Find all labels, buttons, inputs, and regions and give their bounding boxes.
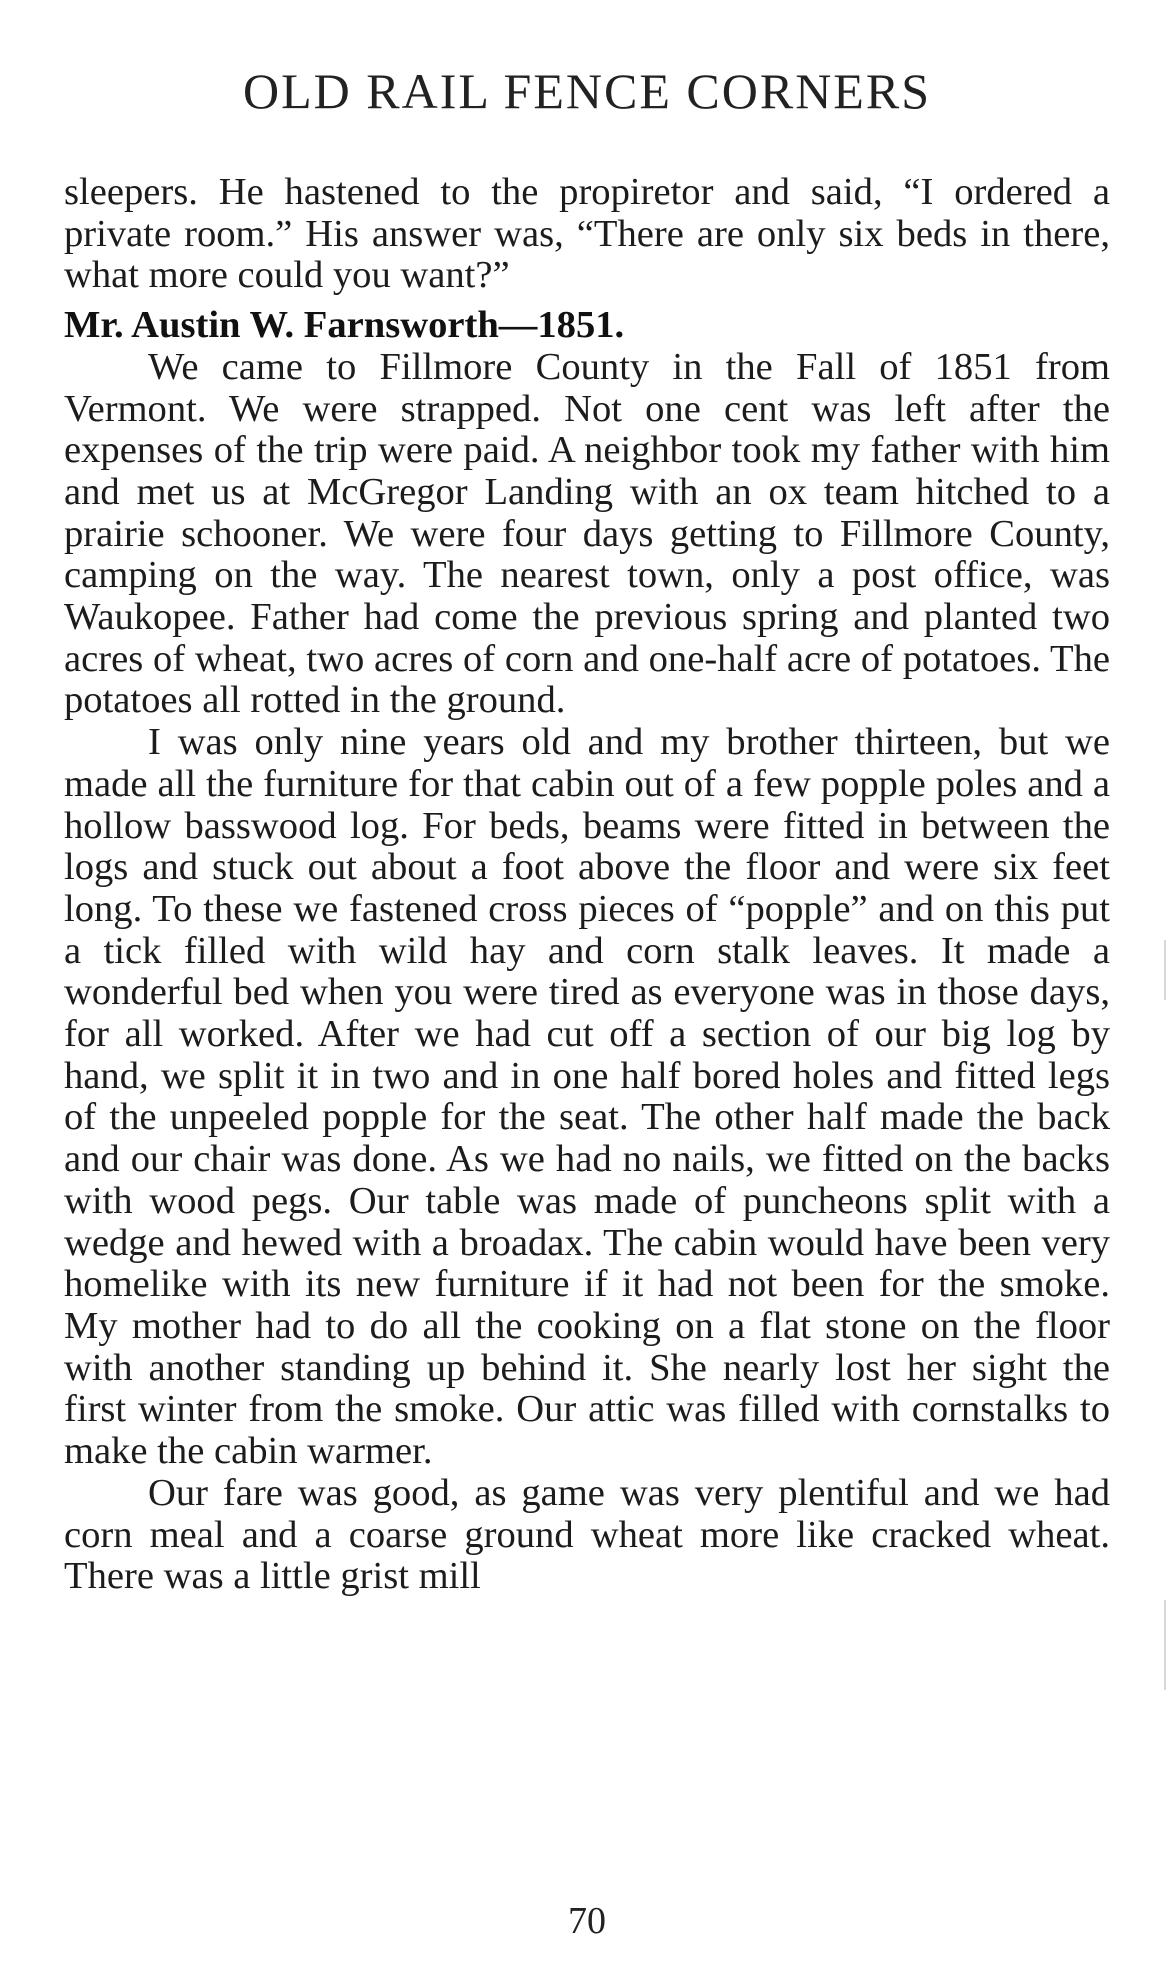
paper-edge-mark [1164,1600,1166,1690]
paragraph-3: Our fare was good, as game was very plentiful and we had corn meal and a coarse ground wheat more like cracked wheat. There was a little grist mill [64,1471,1110,1598]
body-text [64,172,1110,1598]
section-heading: Mr. Austin W. Farnsworth—1851. [64,304,625,347]
paragraph-2: I was only nine years old and my brother thirteen, but we made all the furniture for that cabin out of a few popple poles and a hollow basswood log. For beds, beams were fitted in between the logs and stuck out about a foot above the floor and were six feet long. To these we fastened cross pieces of “popple” and on this put a tick filled with wild hay and corn stalk leaves. It made a wonderful bed when you were tired as everyone was in those days, for all worked. After we had cut off a section of our big log by hand, we split it in two and in one half bored holes and fitted legs of the unpeeled popple for the seat. The other half made the back and our chair was done. As we had no nails, we fitted on the backs with wood pegs. Our table was made of puncheons split with a wedge and hewed with a broadax. The cabin would have been very homelike with its new furniture if it had not been for the smoke. My mother had to do all the cooking on a flat stone on the floor with another standing up behind it. She nearly lost her sight the first winter from the smoke. Our attic was filled with cornstalks to make the cabin warmer. [64,721,1110,1473]
paragraph-1: We came to Fillmore County in the Fall of 1851 from Vermont. We were strapped. Not one cent was left after the expenses of the trip were paid. A neighbor took my father with him and met us at McGregor Landing with an ox team hitched to a prairie schooner. We were four days getting to Fillmore County, camping on the way. The nearest town, only a post office, was Waukopee. Father had come the previous spring and planted two acres of wheat, two acres of corn and one-half acre of potatoes. The potatoes all rotted in the ground. [64,345,1110,722]
page-number: 70 [568,1900,606,1942]
running-title: OLD RAIL FENCE CORNERS [242,63,932,119]
continued-paragraph: sleepers. He hastened to the propiretor and said, “I ordered a private room.” His answer was, “There are only six beds in there, what more could you want?” [64,171,1110,297]
paper-edge-mark [1164,940,1166,1000]
